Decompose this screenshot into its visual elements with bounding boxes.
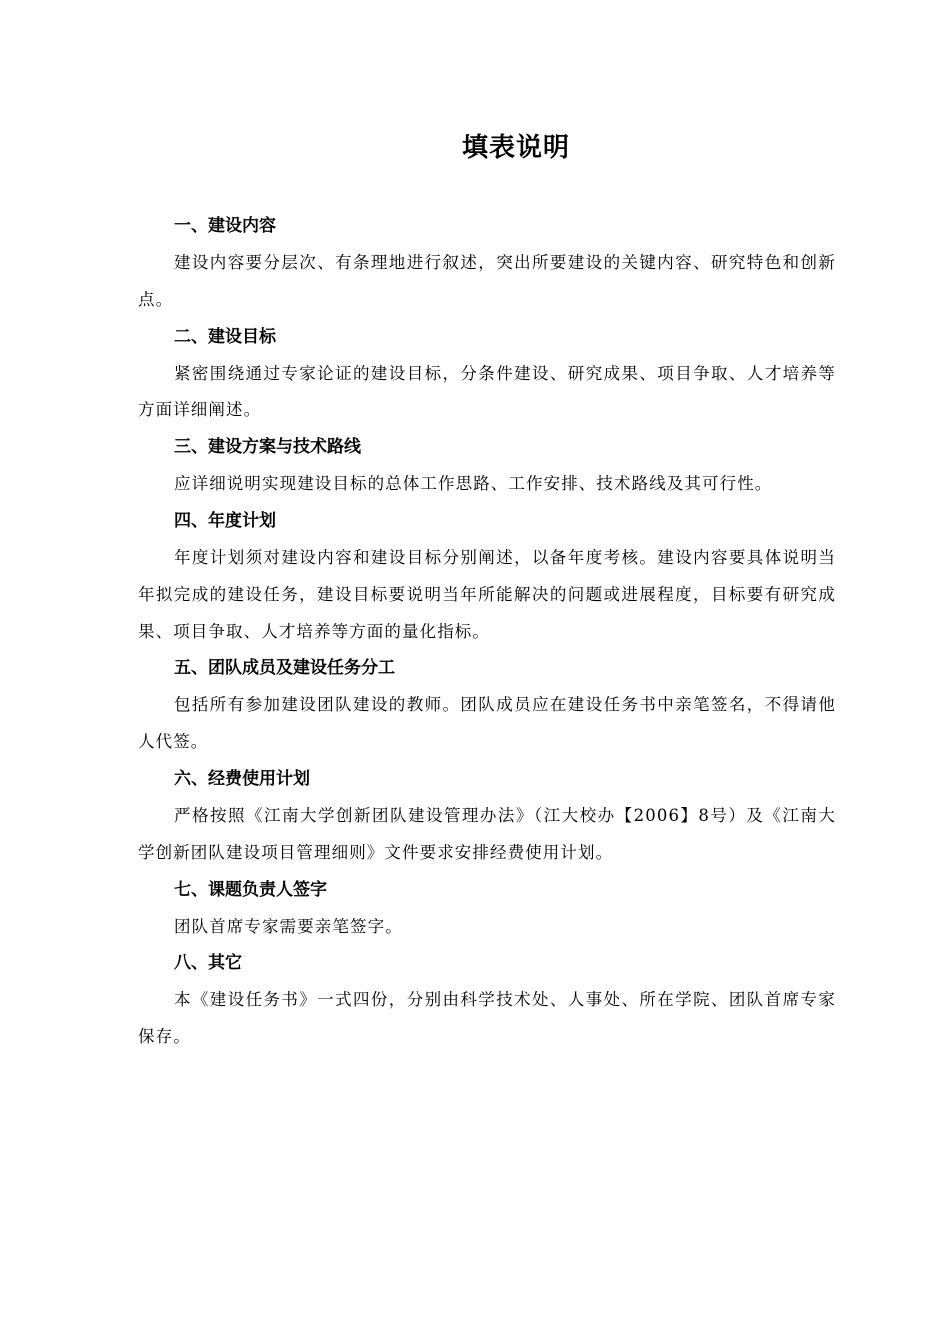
section-heading-budget: 六、经费使用计划 (174, 768, 310, 789)
section-heading-goals: 二、建设目标 (174, 326, 276, 347)
section-heading-annual-plan: 四、年度计划 (174, 510, 276, 531)
section-heading-content: 一、建设内容 (174, 216, 276, 236)
instructions-body (138, 208, 836, 1056)
section-text-budget: 严格按照《江南大学创新团队建设管理办法》（江大校办【2006】8号）及《江南大学创新团队建设项目管理细则》文件要求安排经费使用计划。 (138, 805, 836, 862)
section-text-goals: 紧密围绕通过专家论证的建设目标，分条件建设、研究成果、项目争取、人才培养等方面详细阐述。 (138, 363, 836, 420)
page-title: 填表说明 (461, 133, 570, 163)
section-text-team-members: 包括所有参加建设团队建设的教师。团队成员应在建设任务书中亲笔签名，不得请他人代签。 (138, 695, 836, 752)
section-text-plan-route: 应详细说明实现建设目标的总体工作思路、工作安排、技术路线及其可行性。 (174, 474, 773, 494)
section-heading-team-members: 五、团队成员及建设任务分工 (174, 658, 395, 679)
section-heading-plan-route: 三、建设方案与技术路线 (174, 437, 361, 458)
section-text-annual-plan: 年度计划须对建设内容和建设目标分别阐述，以备年度考核。建设内容要具体说明当年拟完成的建设任务，建设目标要说明当年所能解决的问题或进展程度，目标要有研究成果、项目争取、人才培养等方面的量化指标。 (138, 547, 836, 641)
section-text-signature: 团队首席专家需要亲笔签字。 (174, 916, 403, 936)
section-heading-signature: 七、课题负责人签字 (174, 879, 327, 900)
section-text-other: 本《建设任务书》一式四份，分别由科学技术处、人事处、所在学院、团队首席专家保存。 (138, 990, 836, 1047)
section-heading-other: 八、其它 (174, 953, 242, 974)
section-text-content: 建设内容要分层次、有条理地进行叙述，突出所要建设的关键内容、研究特色和创新点。 (138, 253, 836, 309)
